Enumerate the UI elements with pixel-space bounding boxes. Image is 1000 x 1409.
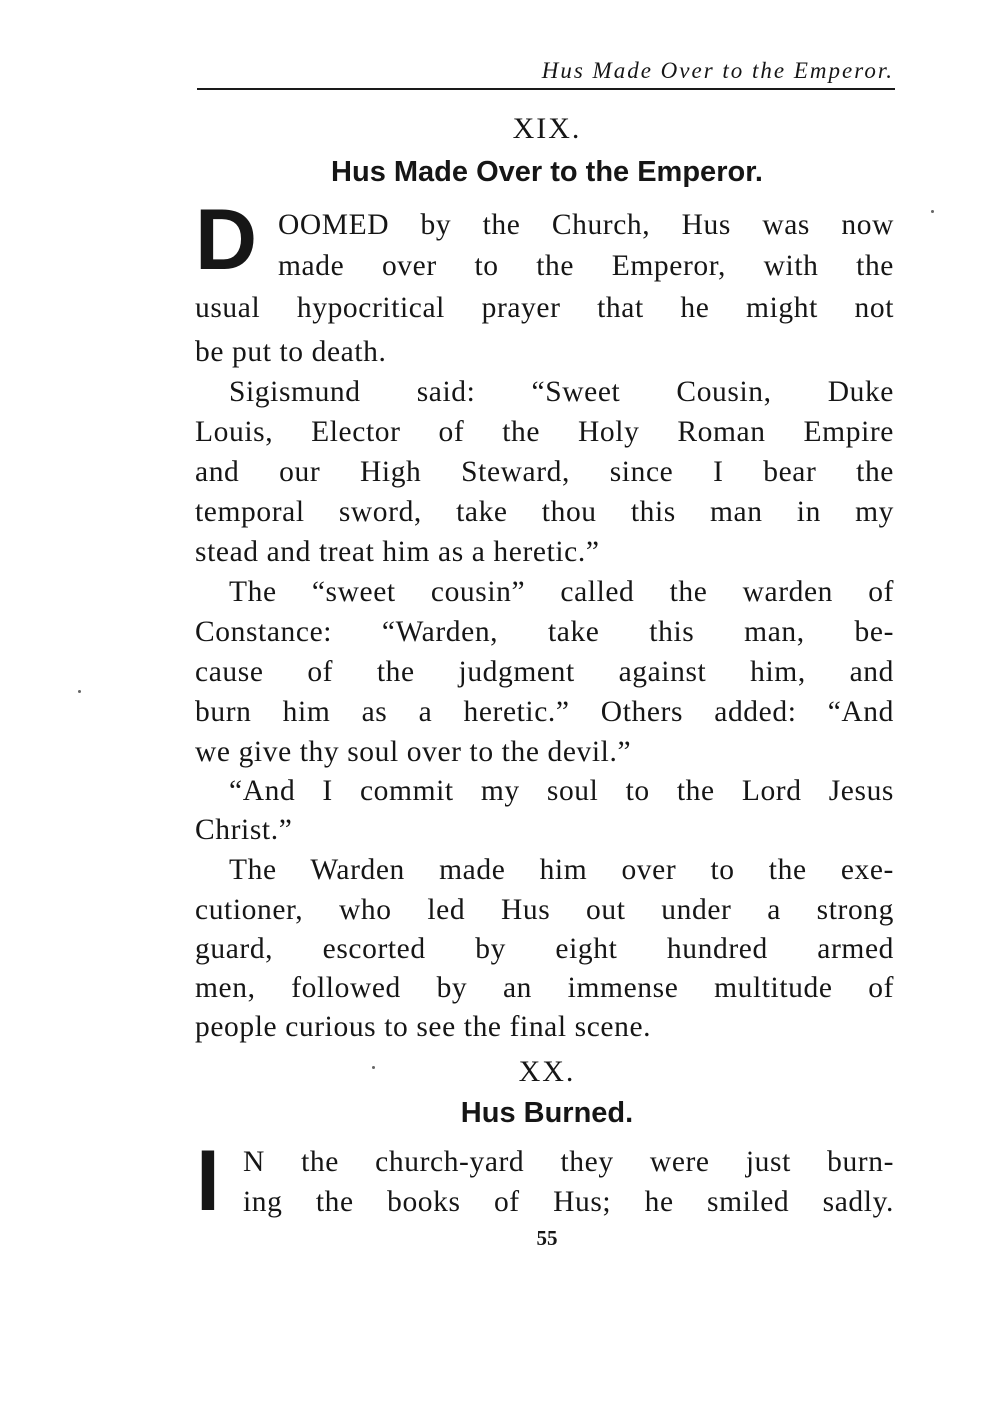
text-line: men, followed by an immense multitude of bbox=[195, 972, 894, 1004]
text-line: stead and treat him as a heretic.” bbox=[195, 536, 600, 568]
chapter-20-title: Hus Burned. bbox=[460, 1097, 634, 1129]
text-line: The “sweet cousin” called the warden of bbox=[229, 576, 894, 608]
text-line: made over to the Emperor, with the bbox=[278, 250, 894, 282]
chapter-19-numeral: XIX. bbox=[512, 112, 582, 145]
header-rule bbox=[197, 88, 895, 90]
scan-speck bbox=[78, 690, 81, 693]
text-line: people curious to see the final scene. bbox=[195, 1011, 652, 1043]
text-line: usual hypocritical prayer that he might not bbox=[195, 292, 894, 324]
scan-speck bbox=[372, 1066, 375, 1069]
text-line: N the church-yard they were just burn- bbox=[243, 1146, 894, 1178]
text-line: temporal sword, take thou this man in my bbox=[195, 496, 894, 528]
text-line: “And I commit my soul to the Lord Jesus bbox=[229, 775, 894, 807]
text-line: be put to death. bbox=[195, 336, 387, 368]
text-line: The Warden made him over to the exe- bbox=[229, 854, 894, 886]
text-line: and our High Steward, since I bear the bbox=[195, 456, 894, 488]
text-line: OOMED by the Church, Hus was now bbox=[278, 209, 894, 241]
text-line: Sigismund said: “Sweet Cousin, Duke bbox=[229, 376, 894, 408]
text-line: burn him as a heretic.” Others added: “And bbox=[195, 696, 894, 728]
text-line: Louis, Elector of the Holy Roman Empire bbox=[195, 416, 894, 448]
text-line: cause of the judgment against him, and bbox=[195, 656, 894, 688]
text-line: ing the books of Hus; he smiled sadly. bbox=[243, 1186, 894, 1218]
text-line: guard, escorted by eight hundred armed bbox=[195, 933, 894, 965]
running-head: Hus Made Over to the Emperor. bbox=[541, 58, 894, 83]
page-number: 55 bbox=[536, 1226, 558, 1250]
text-line: Christ.” bbox=[195, 814, 293, 846]
text-line: we give thy soul over to the devil.” bbox=[195, 736, 632, 768]
chapter-20-drop-cap: I bbox=[196, 1133, 220, 1229]
chapter-20-numeral: XX. bbox=[518, 1055, 576, 1088]
chapter-19-drop-cap: D bbox=[195, 192, 258, 288]
text-line: Constance: “Warden, take this man, be- bbox=[195, 616, 894, 648]
scan-speck bbox=[931, 210, 934, 213]
chapter-19-title: Hus Made Over to the Emperor. bbox=[331, 156, 763, 188]
text-line: cutioner, who led Hus out under a strong bbox=[195, 894, 894, 926]
